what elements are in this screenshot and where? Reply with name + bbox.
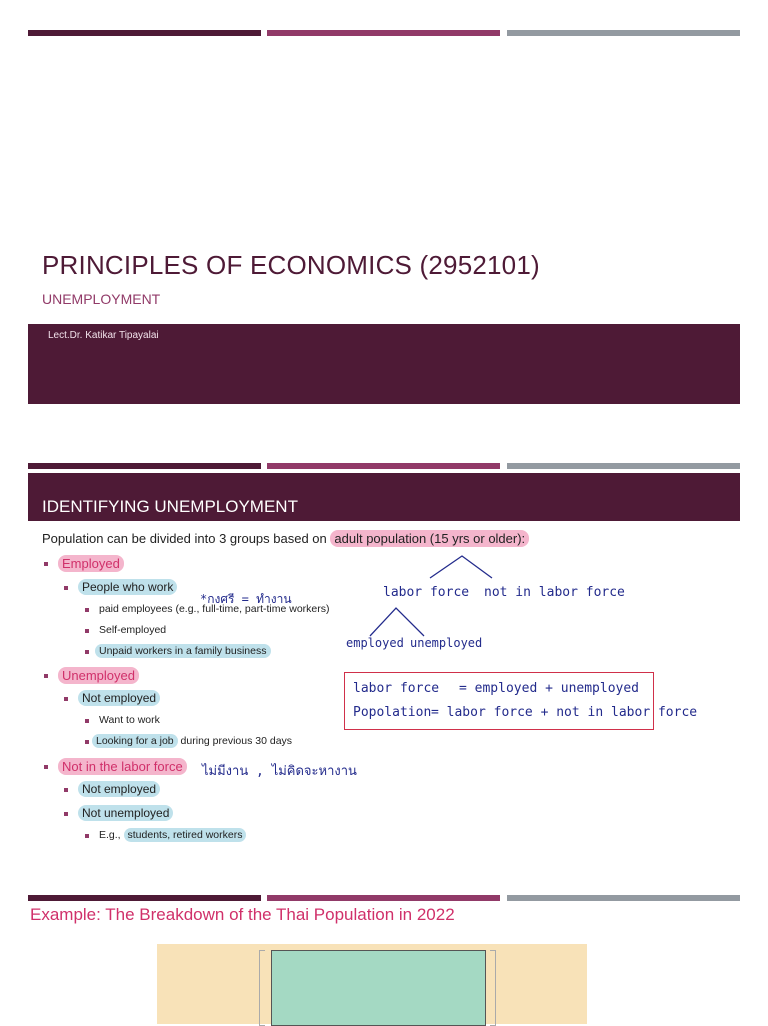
list-item-suffix: during previous 30 days	[177, 735, 293, 747]
bullet-icon	[64, 788, 68, 792]
slide-subtitle: UNEMPLOYMENT	[42, 291, 161, 307]
accent-bar-magenta	[267, 895, 500, 901]
accent-bar-dark	[28, 463, 261, 469]
not-unemployed: Not unemployed	[78, 805, 173, 821]
bullet-icon	[85, 650, 89, 654]
bullet-icon	[85, 834, 89, 838]
intro-prefix: Population can be divided into 3 groups based on	[42, 531, 331, 546]
bullet-icon	[44, 674, 48, 678]
accent-bar-gray	[507, 30, 740, 36]
intro-text	[42, 531, 529, 546]
intro-highlight: adult population (15 yrs or older):	[330, 530, 529, 547]
slide-title: PRINCIPLES OF ECONOMICS (2952101)	[42, 250, 540, 280]
eq2-left: Popolation	[353, 705, 432, 720]
accent-bar-dark	[28, 30, 261, 36]
tree-labor-force: labor force	[383, 585, 470, 600]
not-employed-2: Not employed	[78, 781, 160, 797]
example-title: Example: The Breakdown of the Thai Population in 2022	[30, 905, 455, 924]
accent-bar-gray	[507, 895, 740, 901]
unemployed-label: Unemployed	[58, 667, 139, 684]
list-item: Self-employed	[99, 624, 167, 636]
looking-for-job: Looking for a job	[92, 734, 178, 748]
tree-employed: employed	[346, 636, 404, 650]
bullet-icon	[64, 586, 68, 590]
equation-box	[344, 672, 698, 730]
eg-highlight: students, retired workers	[124, 828, 247, 842]
not-employed: Not employed	[78, 690, 160, 706]
list-item: Unpaid workers in a family business	[95, 644, 271, 658]
eq2-right: = labor force + not in labor force	[431, 705, 698, 720]
population-box	[271, 950, 486, 1026]
list-item: paid employees (e.g., full-time, part-time workers)	[99, 603, 330, 615]
bracket-left	[259, 950, 265, 1026]
eq1-right: = employed + unemployed	[459, 681, 640, 696]
accent-bar-dark	[28, 895, 261, 901]
eq1-left: labor force	[353, 681, 440, 696]
bullet-icon	[85, 740, 89, 744]
section-heading: IDENTIFYING UNEMPLOYMENT	[42, 497, 298, 516]
section-header	[28, 473, 740, 521]
bullet-icon	[44, 562, 48, 566]
not-in-labor-force-label: Not in the labor force	[58, 758, 187, 775]
bullet-icon	[44, 765, 48, 769]
tree-unemployed: unemployed	[410, 636, 483, 650]
lecturer-name: Lect.Dr. Katikar Tipayalai	[48, 330, 159, 341]
bullet-icon	[64, 812, 68, 816]
bullet-icon	[85, 719, 89, 723]
people-who-work: People who work	[78, 579, 177, 595]
accent-bar-gray	[507, 463, 740, 469]
accent-bar-magenta	[267, 30, 500, 36]
eg-prefix: E.g.,	[99, 829, 124, 841]
accent-bar-magenta	[267, 463, 500, 469]
bracket-right	[490, 950, 496, 1026]
list-item: Want to work	[99, 714, 160, 726]
bullet-icon	[64, 697, 68, 701]
bullet-icon	[85, 629, 89, 633]
employed-label: Employed	[58, 555, 124, 572]
bullet-icon	[85, 608, 89, 612]
handwritten-note: *กงศรี = ทำงาน	[200, 592, 292, 606]
lecturer-band	[28, 324, 740, 404]
tree-not-in-labor-force: not in labor force	[484, 585, 625, 600]
handwritten-note: ไม่มีงาน , ไม่คิดจะหางาน	[202, 764, 357, 779]
